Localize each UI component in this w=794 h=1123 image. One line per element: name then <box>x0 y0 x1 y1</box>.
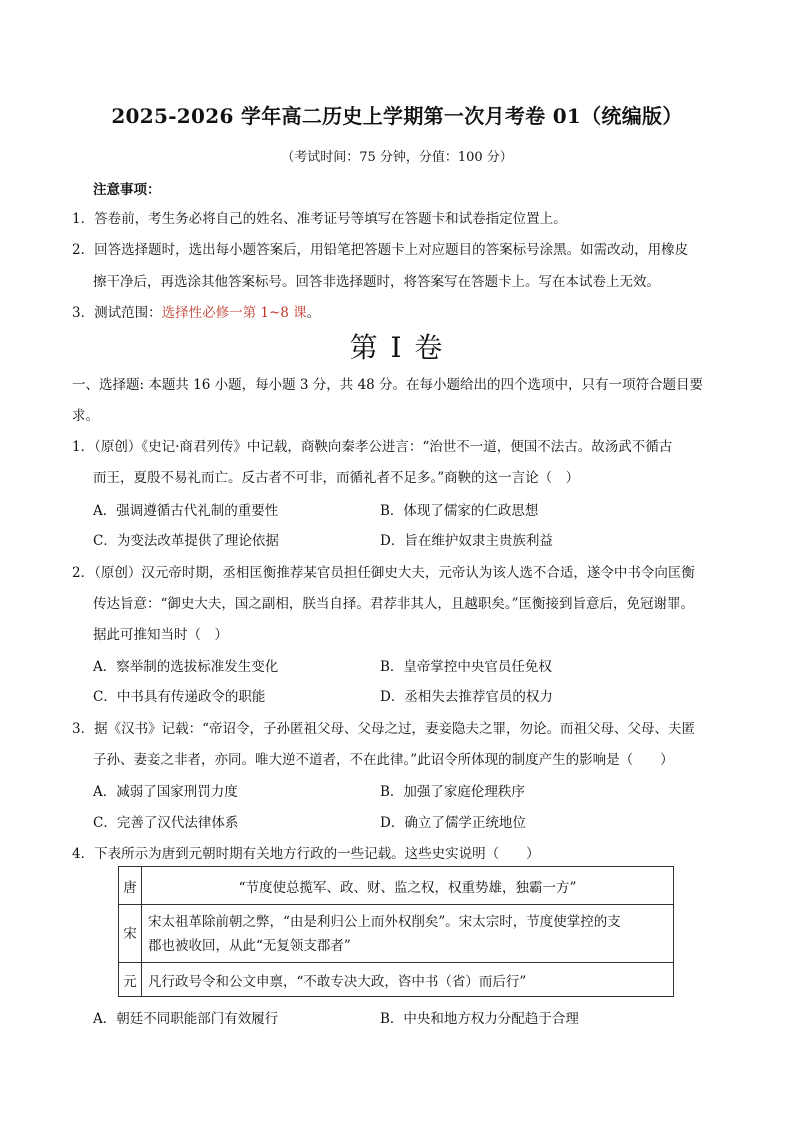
table-row <box>119 867 674 905</box>
q1-option-a[interactable]: A．强调遵循古代礼制的重要性 <box>93 503 279 519</box>
dynasty-cell: 元 <box>119 963 142 997</box>
q2-option-c[interactable]: C．中书具有传递政令的职能 <box>93 689 266 705</box>
record-cell: “节度使总揽军、政、财、监之权，权重势雄，独霸一方” <box>142 867 674 905</box>
q4-stem: 4．下表所示为唐到元朝时期有关地方行政的一些记载。这些史实说明（ ） <box>72 846 540 862</box>
q2-option-d[interactable]: D．丞相失去推荐官员的权力 <box>380 689 553 705</box>
scope-value: 选择性必修一第 1~8 课 <box>161 305 307 321</box>
notice-item-2-cont: 擦干净后，再选涂其他答案标号。回答非选择题时，将答案写在答题卡上。写在本试卷上无效。 <box>93 274 660 290</box>
q4-option-a[interactable]: A．朝廷不同职能部门有效履行 <box>93 1011 279 1027</box>
dynasty-cell: 唐 <box>119 867 142 905</box>
q3-option-d[interactable]: D．确立了儒学正统地位 <box>380 815 526 831</box>
q1-option-b[interactable]: B．体现了儒家的仁政思想 <box>380 503 539 519</box>
record-cell <box>142 905 674 963</box>
q1-option-c[interactable]: C．为变法改革提供了理论依据 <box>93 533 279 549</box>
table-row <box>119 905 674 963</box>
record-cell: 凡行政号令和公文申禀，“不敢专决大政，咨中书（省）而后行” <box>142 963 674 997</box>
q3-stem-cont: 子孙、妻妾之非者，亦同。唯大逆不道者，不在此律。”此诏令所体现的制度产生的影响是（ ） <box>93 752 674 768</box>
notice-item-1: 1．答卷前，考生务必将自己的姓名、准考证号等填写在答题卡和试卷指定位置上。 <box>72 211 567 227</box>
q4-option-b[interactable]: B．中央和地方权力分配趋于合理 <box>380 1011 579 1027</box>
q3-option-c[interactable]: C．完善了汉代法律体系 <box>93 815 239 831</box>
q2-option-a[interactable]: A．察举制的选拔标准发生变化 <box>93 659 279 675</box>
q2-option-b[interactable]: B．皇帝掌控中央官员任免权 <box>380 659 552 675</box>
q4-history-table <box>118 866 674 997</box>
q3-option-a[interactable]: A．减弱了国家刑罚力度 <box>93 784 238 800</box>
section-instruction: 一、选择题: 本题共 16 小题，每小题 3 分，共 48 分。在每小题给出的四个选项中，只有一项符合题目要 <box>72 377 704 393</box>
q1-stem: 1．（原创）《史记·商君列传》中记载，商鞅向秦孝公进言：“治世不一道，便国不法古。故汤武不循古 <box>72 439 673 455</box>
q2-stem-cont-2: 据此可推知当时（ ） <box>93 627 228 643</box>
dynasty-cell: 宋 <box>119 905 142 963</box>
notice-item-3 <box>72 301 320 321</box>
section-instruction-cont: 求。 <box>72 408 99 424</box>
scope-prefix: 3．测试范围： <box>72 305 162 321</box>
exam-subtitle: （考试时间：75 分钟，分值：100 分） <box>281 150 513 165</box>
q3-stem: 3．据《汉书》记载：“帝诏令，子孙匿祖父母、父母之过，妻妾隐夫之罪，勿论。而祖父母、父母、夫匿 <box>72 721 695 737</box>
q2-stem: 2．（原创）汉元帝时期，丞相匡衡推荐某官员担任御史大夫，元帝认为该人选不合适，遂令中书令向匡衡 <box>72 565 695 581</box>
q2-stem-cont-1: 传达旨意：“御史大夫，国之副相，朕当自择。君荐非其人，且越职矣。”匡衡接到旨意后，免冠谢罪。 <box>93 596 695 612</box>
exam-title: 2025-2026 学年高二历史上学期第一次月考卷 01（统编版） <box>111 104 683 128</box>
record-line: 宋太祖革除前朝之弊，“由是利归公上而外权削矣”。宋太宗时，节度使掌控的支 <box>148 913 621 930</box>
section-title: 第 I 卷 <box>349 331 445 364</box>
notice-item-2: 2．回答选择题时，选出每小题答案后，用铅笔把答题卡上对应题目的答案标号涂黑。如需改动，用橡皮 <box>72 242 689 258</box>
q1-stem-cont: 而王，夏殷不易礼而亡。反古者不可非，而循礼者不足多。”商鞅的这一言论（ ） <box>93 470 580 486</box>
q3-option-b[interactable]: B．加强了家庭伦理秩序 <box>380 784 525 800</box>
notice-heading: 注意事项： <box>93 182 161 198</box>
table-row <box>119 963 674 997</box>
record-line: 郡也被收回，从此“无复领支郡者” <box>148 937 351 954</box>
q1-option-d[interactable]: D．旨在维护奴隶主贵族利益 <box>380 533 553 549</box>
scope-suffix: 。 <box>306 305 321 321</box>
